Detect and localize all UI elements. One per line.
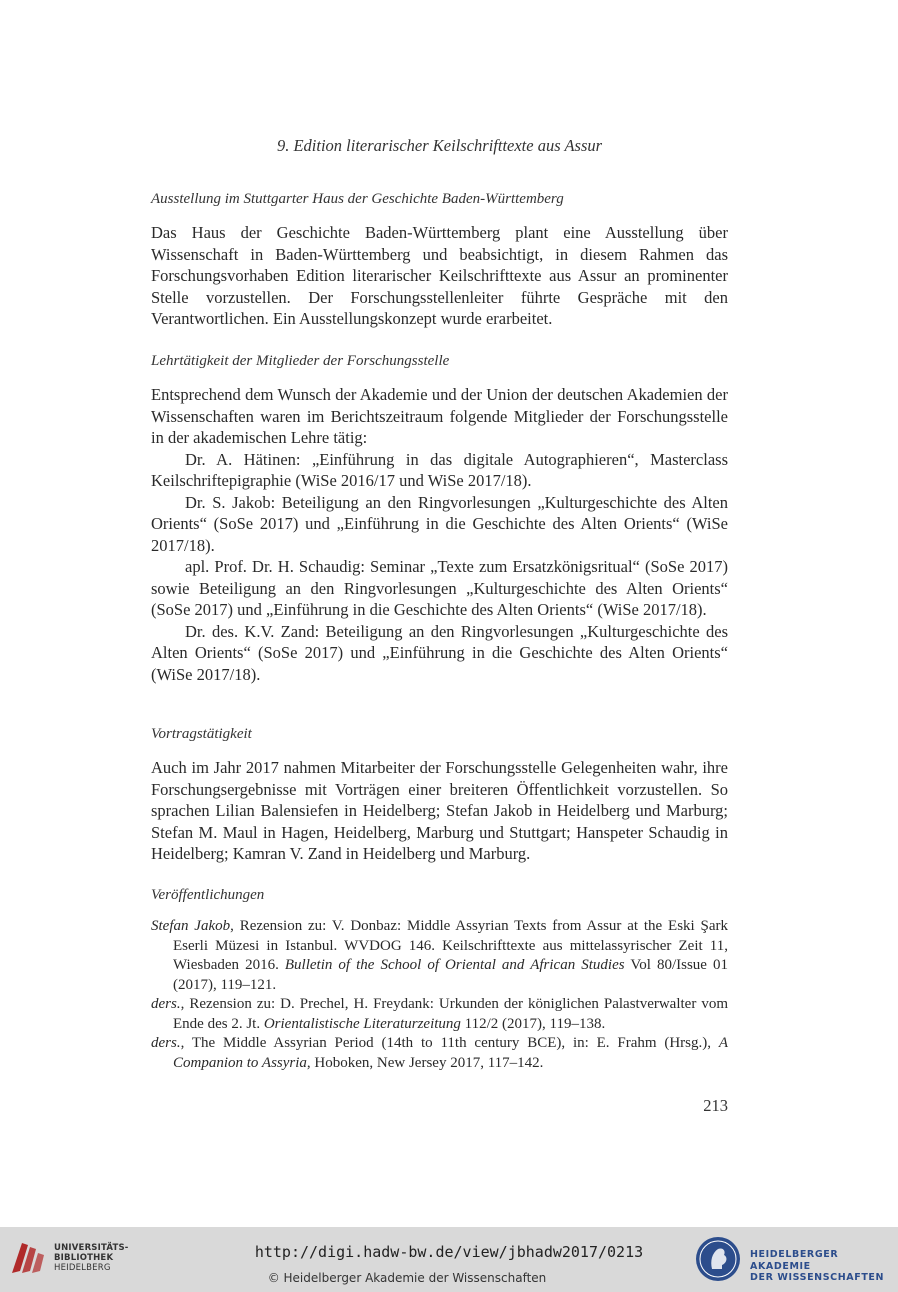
paragraph-ausstellung — [151, 222, 728, 330]
publication-author: ders. — [151, 996, 181, 1012]
paragraph-text: Auch im Jahr 2017 nahmen Mitarbeiter der Forschungsstelle Gelegenheiten wahr, ihre Forschungsergebnisse mit Vorträgen einer breiteren Öffentlichkeit vorzustellen. So sprachen Lilian Balensiefen in Heidelberg; Stefan Jakob in Heidelberg und Marburg; Stefan M. Maul in Hagen, Heidelberg, Marburg und Stuttgart; Hanspeter Schaudig in Heidelberg; Kamran V. Zand in Heidelberg und Marburg. — [151, 758, 728, 863]
publication-text: 112/2 (2017), 119–138. — [460, 1015, 606, 1032]
publication-author: Stefan Jakob — [151, 918, 231, 934]
paragraph-intro: Entsprechend dem Wunsch der Akademie und der Union der deutschen Akademien der Wissenschaften waren im Berichtszeitraum folgende Mitglieder der Forschungsstelle in der akademischen Lehre tätig: — [151, 385, 728, 447]
page-number: 213 — [703, 1096, 728, 1115]
publication-text: , Rezension zu: V. Donbaz: Middle Assyrian Texts from Assur at the Eski Şark Eserli Müzesi in Istanbul. WVDOG 146. Keilschrifttexte aus mittelassyrischer Zeit 11, Wiesbaden 2016. — [173, 918, 729, 973]
publication-journal: A Companion to Assyria — [173, 1035, 728, 1071]
running-head: 9. Edition literarischer Keilschrifttexte aus Assur — [276, 136, 603, 155]
library-logo-line: BIBLIOTHEK — [54, 1253, 114, 1263]
publication-text: , Hoboken, New Jersey 2017, 117–142. — [306, 1054, 544, 1071]
publication-entry — [151, 917, 728, 995]
paragraph-vortraege — [151, 757, 728, 865]
academy-logo[interactable] — [694, 1235, 894, 1285]
section-heading-lehre: Lehrtätigkeit der Mitglieder der Forschungsstelle — [151, 353, 450, 369]
library-logo-line: HEIDELBERG — [54, 1263, 111, 1273]
publication-author: ders. — [151, 1035, 181, 1051]
teaching-item: Dr. des. K.V. Zand: Beteiligung an den Ringvorlesungen „Kulturgeschichte des Alten Orients“ (SoSe 2017) und „Einführung in die Geschichte des Alten Orients“ (WiSe 2017/18). — [151, 621, 728, 684]
publication-journal: Bulletin of the School of Oriental and African Studies — [284, 957, 625, 973]
publication-journal: Orientalistische Literaturzeitung — [263, 1015, 461, 1032]
footer-bar — [0, 1227, 898, 1292]
section-heading-publikationen: Veröffentlichungen — [151, 887, 265, 903]
publication-entry — [151, 1034, 728, 1073]
section-heading-vortraege: Vortragstätigkeit — [151, 726, 252, 742]
paragraph-text: Das Haus der Geschichte Baden-Württemberg plant eine Ausstellung über Wissenschaft in Baden-Württemberg und beabsichtigt, in diesem Rahmen das Forschungsvorhaben Edition literarischer Keilschrifttexte aus Assur an prominenter Stelle vorzustellen. Der Forschungsstellenleiter führte Gespräche mit den Verantwortlichen. Ein Ausstellungskonzept wurde erarbeitet. — [151, 223, 728, 328]
publication-text: , Rezension zu: D. Prechel, H. Freydank: Urkunden der königlichen Palastverwalter vom Ende des 2. Jt. — [173, 996, 728, 1032]
paragraph-lehre — [151, 384, 728, 685]
teaching-item: apl. Prof. Dr. H. Schaudig: Seminar „Texte zum Ersatzkönigsritual“ (SoSe 2017) sowie Beteiligung an den Ringvorlesungen „Kulturgeschichte des Alten Orients“ (SoSe 2017) und „Einführung in die Geschichte des Alten Orients“ (WiSe 2017/18). — [151, 557, 728, 619]
academy-seal-icon — [694, 1235, 742, 1283]
library-logo-line: UNIVERSITÄTS- — [54, 1243, 129, 1253]
teaching-item: Dr. S. Jakob: Beteiligung an den Ringvorlesungen „Kulturgeschichte des Alten Orients“ (SoSe 2017) und „Einführung in die Geschichte des Alten Orients“ (WiSe 2017/18). — [151, 492, 728, 555]
publication-text: Vol 80/Issue 01 (2017), 119–121. — [173, 957, 728, 993]
publication-entry — [151, 995, 728, 1034]
copyright-notice: © Heidelberger Akademie der Wissenschaften — [267, 1271, 547, 1285]
academy-name — [750, 1249, 894, 1284]
academy-logo-line: DER WISSENSCHAFTEN — [750, 1272, 885, 1283]
academy-logo-line: HEIDELBERGER AKADEMIE — [750, 1249, 839, 1272]
publication-text: , The Middle Assyrian Period (14th to 11th century BCE), in: E. Frahm (Hrsg.), — [180, 1035, 719, 1051]
permalink-url[interactable]: http://digi.hadw-bw.de/view/jbhadw2017/0213 — [254, 1243, 644, 1261]
section-heading-ausstellung: Ausstellung im Stuttgarter Haus der Geschichte Baden-Württemberg — [151, 191, 564, 207]
teaching-item: Dr. A. Hätinen: „Einführung in das digitale Autographieren“, Masterclass Keilschriftepigraphie (WiSe 2016/17 und WiSe 2017/18). — [151, 449, 728, 490]
publication-list — [151, 917, 728, 1073]
